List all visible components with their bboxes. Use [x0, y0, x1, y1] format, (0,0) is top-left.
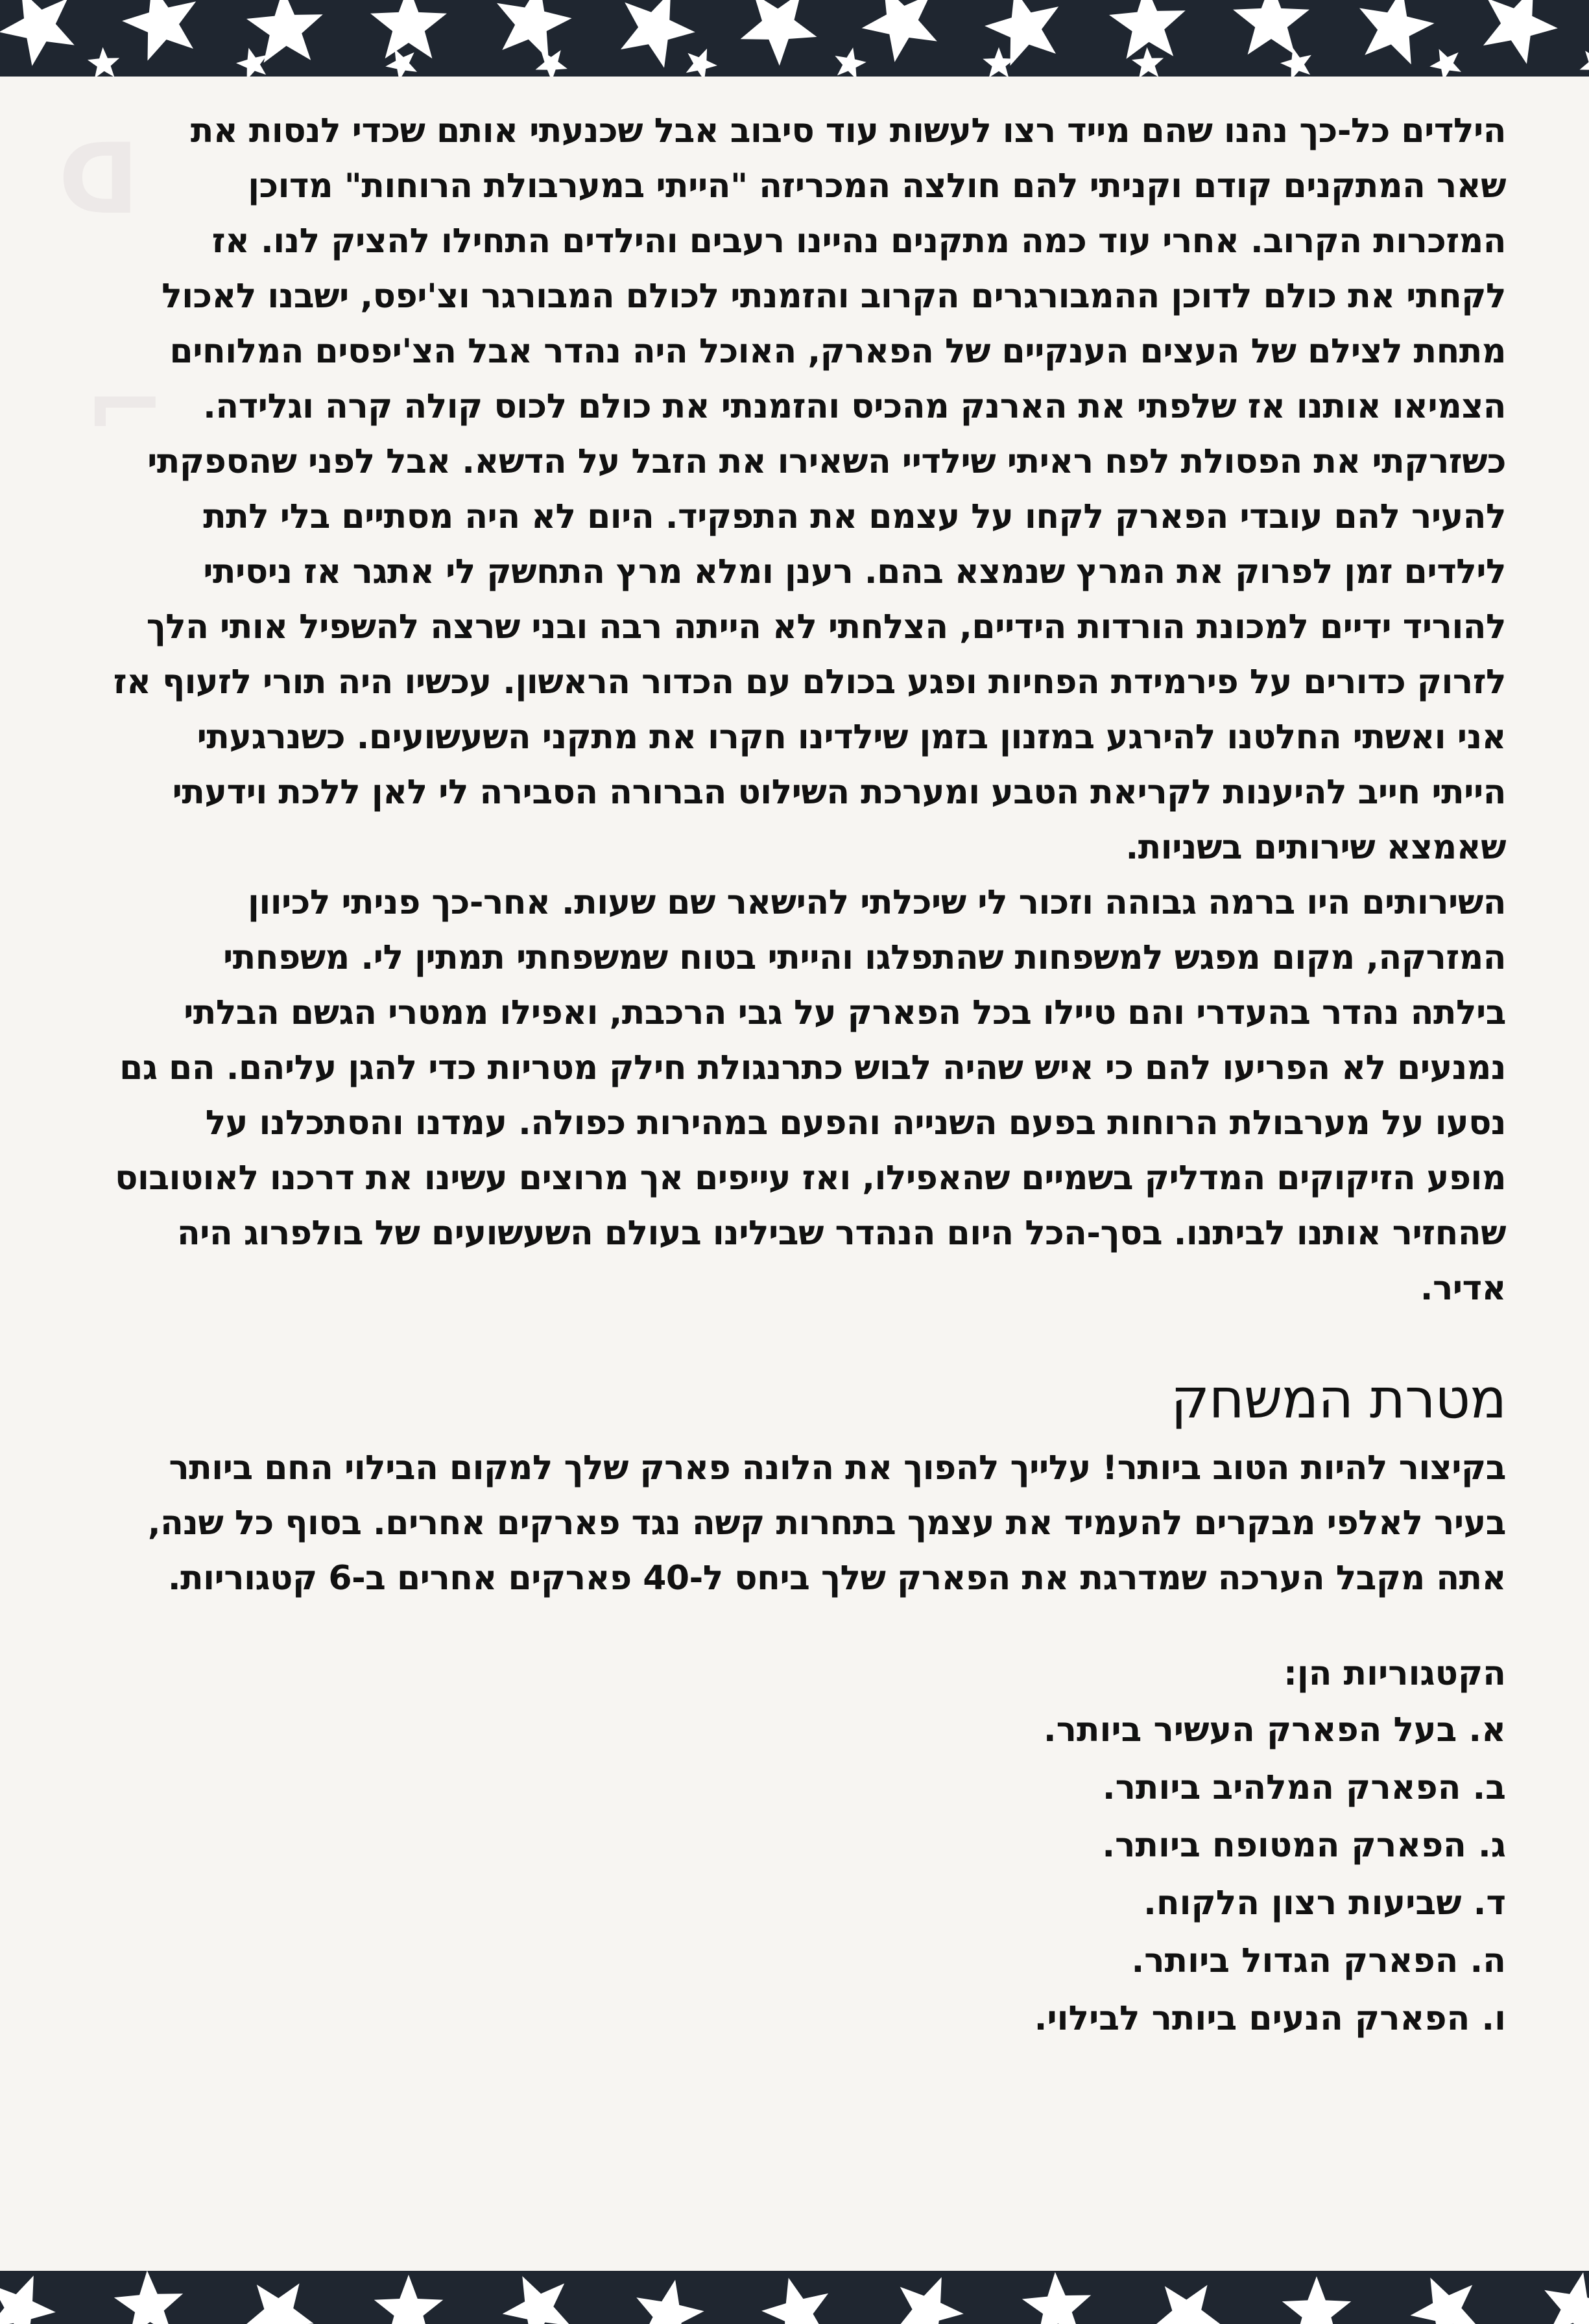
star-shape: [1359, 0, 1435, 64]
bottom-star-border: [0, 2271, 1589, 2324]
text-line: שאר המתקנים קודם וקניתי להם חולצה המכריזה "הייתי במערבולת הרוחות" מדוכן: [248, 167, 1506, 206]
star-shape: [1411, 2278, 1479, 2324]
bleed-through-mark: ᗡ: [58, 123, 139, 236]
star-shape: [1022, 2272, 1091, 2324]
text-line: הילדים כל-כך נהנו שהם מייד רצו לעשות עוד סיבוב אבל שכנעתי אותם שכדי לנסות את: [190, 112, 1506, 150]
text-line: להוריד ידיים למכונת הורדות הידיים, הצלחתי לא הייתה רבה ובני שרצה להשפיל אותי הלך: [146, 608, 1506, 646]
star-shape: [0, 0, 75, 66]
star-shape: [503, 2276, 571, 2324]
star-shape: [374, 2275, 444, 2324]
section-title-game-goal: מטרת המשחק: [1171, 1367, 1506, 1430]
star-shape: [1544, 2272, 1589, 2324]
top-star-border: [0, 0, 1589, 77]
star-shape: [114, 2271, 183, 2324]
text-line: שהחזיר אותנו לביתנו. בסך-הכל היום הנהדר שבילינו בעולם השעשועים של בולפרוג היה: [176, 1214, 1506, 1253]
category-item: ד. שביעות רצון הלקוח.: [1143, 1884, 1506, 1923]
star-shape: [536, 50, 568, 77]
star-shape: [741, 0, 817, 65]
text-line: המזרקה, מקום מפגש למשפחות שהתפלגו והייתי בטוח שמשפחתי תמתין לי. משפחתי: [222, 938, 1506, 977]
star-shape: [88, 47, 119, 77]
text-line: אני ואשתי החלטנו להירגע במזנון בזמן שילדינו חקרו את מתקני השעשועים. כשנרגעתי: [197, 718, 1506, 757]
category-item: ב. הפארק המלהיב ביותר.: [1102, 1768, 1506, 1807]
story-paragraph-2: [79, 875, 1506, 1316]
star-shape: [835, 47, 866, 77]
goal-paragraph: [79, 1441, 1506, 1606]
text-line: להעיר להם עובדי הפארק לקחו על עצמם את התפקיד. היום לא היה מסתיים בלי לתת: [203, 497, 1506, 536]
text-line: השירותים היו ברמה גבוהה וזכור לי שיכלתי להישאר שם שעות. אחר-כך פניתי לכיוון: [248, 883, 1506, 922]
star-shape: [1153, 2285, 1221, 2324]
text-line: נסעו על מערבולת הרוחות בפעם השנייה והפעם במהירות כפולה. עמדנו והסתכלנו על: [205, 1104, 1506, 1143]
text-line: בקיצור להיות הטוב ביותר! עלייך להפוך את הלונה פארק שלך למקום הבילוי החם ביותר: [169, 1449, 1506, 1488]
star-shape: [1429, 49, 1461, 77]
text-line: מופע הזיקוקים המדליק בשמיים שהאפילו, ואז עייפים אך מרוצים עשינו את דרכנו לאוטובוס: [115, 1159, 1506, 1198]
text-line: הייתי חייב להיענות לקריאת הטבע ומערכת השילוט הברורה הסבירה לי לאן ללכת וידעתי: [172, 773, 1506, 812]
categories-list: [79, 1702, 1506, 2048]
star-pattern-bottom: [0, 2271, 1589, 2324]
text-line: כשזרקתי את הפסולת לפח ראיתי שילדיי השאירו את הזבל על הדשא. אבל לפני שהספקתי: [147, 442, 1506, 481]
star-shape: [1483, 0, 1558, 64]
story-paragraph-1: [79, 104, 1506, 875]
star-shape: [122, 0, 196, 61]
category-item: ה. הפארק הגדול ביותר.: [1131, 1941, 1506, 1980]
star-shape: [1233, 0, 1309, 54]
text-line: הצמיאו אותנו אז שלפתי את הארנק מהכיס והזמנתי את כולם לכוס קולה קרה וגלידה.: [203, 387, 1506, 426]
text-line: אתה מקבל הערכה שמדרגת את הפארק שלך ביחס ל-40 פארקים אחרים ב-6 קטגוריות.: [167, 1559, 1506, 1598]
star-shape: [0, 2275, 56, 2324]
star-pattern-top: [0, 0, 1589, 77]
goal-section: [79, 1441, 1506, 2048]
category-item: א. בעל הפארק העשיר ביותר.: [1043, 1711, 1506, 1749]
text-line: לקחתי את כולם לדוכן ההמבורגרים הקרוב והזמנתי לכולם המבורגר וצ'יפס, ישבנו לאכול: [161, 277, 1506, 316]
star-shape: [1132, 47, 1164, 77]
bleed-through-mark: ⌐: [84, 350, 166, 463]
text-line: בילתה נהדר בהעדרי והם טיילו בכל הפארק על גבי הרכבת, ואפילו ממטרי הגשם הבלתי: [184, 993, 1506, 1032]
text-line: לילדים זמן לפרוק את המרץ שנמצא בהם. רענן ומלא מרץ התחשק לי אתגר אז ניסיתי: [203, 552, 1506, 591]
star-shape: [246, 0, 323, 63]
star-shape: [983, 47, 1014, 77]
star-shape: [636, 2280, 704, 2324]
star-shape: [761, 2278, 828, 2324]
story-section: [79, 104, 1506, 1316]
star-shape: [245, 2283, 313, 2324]
star-shape: [862, 0, 937, 62]
text-line: נמנעים לא הפריעו להם כי איש שהיה לבוש כתרנגולת חילק מטריות כדי להגן עליהם. הם גם: [119, 1049, 1506, 1087]
text-line: לזרוק כדורים על פירמידת הפחיות ופגע בכולם עם הכדור הראשון. עכשיו היה תורי לזעוף אז: [113, 663, 1506, 702]
category-item: ו. הפארק הנעים ביותר לבילוי.: [1034, 1999, 1506, 2038]
star-shape: [1282, 2276, 1352, 2324]
text-line: מתחת לצילם של העצים הענקיים של הפארק, האוכל היה נהדר אבל הצ'יפסים המלוחים: [169, 332, 1506, 371]
text-line: שאמצא שירותים בשניות.: [1125, 828, 1506, 867]
star-shape: [621, 0, 695, 68]
text-line: המזכרות הקרוב. אחרי עוד כמה מתקנים נהיינו רעבים והילדים התחילו להציק לנו. אז: [211, 222, 1506, 261]
star-shape: [896, 2277, 964, 2324]
page-content: [79, 104, 1506, 2048]
categories-intro: הקטגוריות הן:: [1284, 1654, 1506, 1693]
star-shape: [1580, 50, 1589, 77]
star-shape: [686, 49, 717, 77]
star-shape: [1280, 48, 1311, 77]
text-line: בעיר לאלפי מבקרים להעמיד את עצמך בתחרות קשה נגד פארקים אחרים. בסוף כל שנה,: [147, 1504, 1506, 1543]
category-item: ג. הפארק המטופח ביותר.: [1102, 1826, 1506, 1865]
star-shape: [236, 48, 267, 77]
text-line: אדיר.: [1420, 1269, 1506, 1308]
star-shape: [370, 0, 447, 58]
